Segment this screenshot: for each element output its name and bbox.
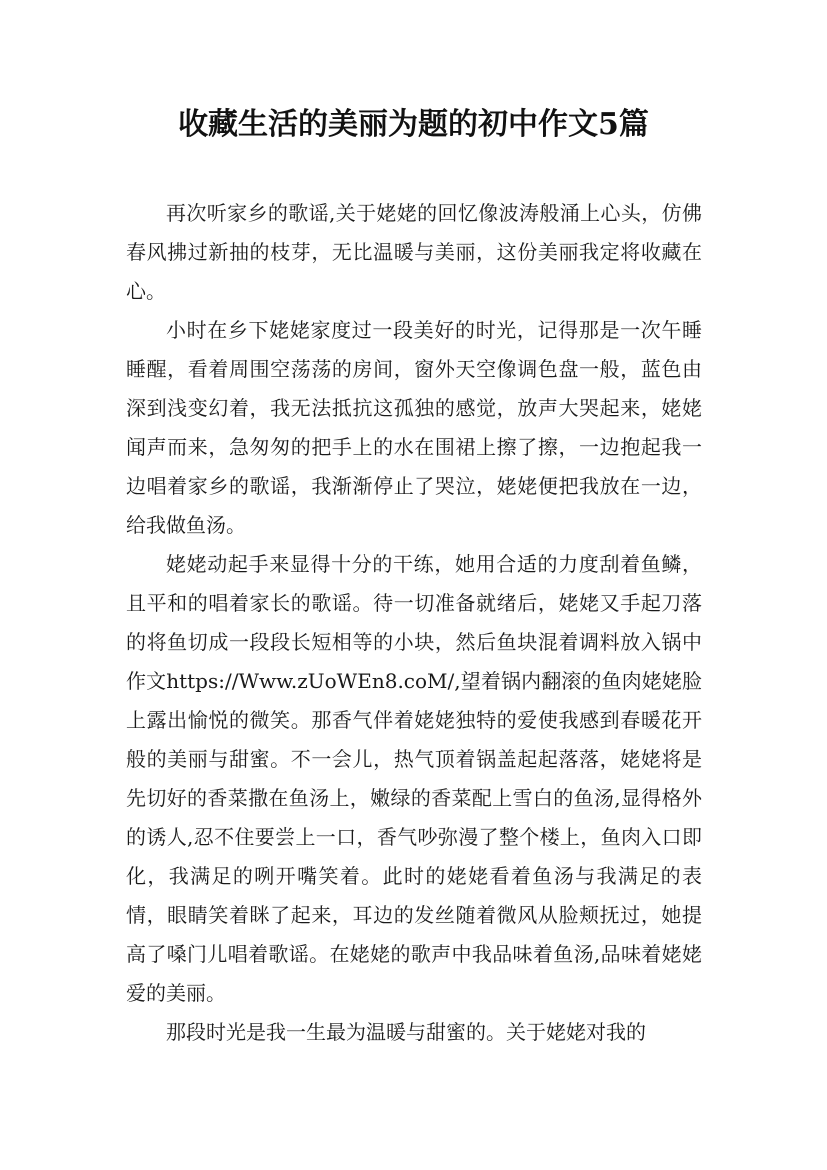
paragraph: 再次听家乡的歌谣,关于姥姥的回忆像波涛般涌上心头，仿佛春风拂过新抽的枝芽，无比温暖与美丽，这份美丽我定将收藏在心。: [126, 201, 702, 303]
paragraph: 小时在乡下姥姥家度过一段美好的时光，记得那是一次午睡睡醒，看着周围空荡荡的房间，窗外天空像调色盘一般，蓝色由深到浅变幻着，我无法抵抗这孤独的感觉，放声大哭起来，姥姥闻声而来，急匆匆的把手上的水在围裙上擦了擦，一边抱起我一边唱着家乡的歌谣，我渐渐停止了哭泣，姥姥便把我放在一边，给我做鱼汤。: [126, 318, 702, 537]
paragraph: 姥姥动起手来显得十分的干练，她用合适的力度刮着鱼鳞，且平和的唱着家长的歌谣。待一切准备就绪后，姥姥又手起刀落的将鱼切成一段段长短相等的小块，然后鱼块混着调料放入锅中作文https://Www.zUoWEn8.coM/,望着锅内翻滚的鱼肉姥姥脸上露出愉悦的微笑。那香气伴着姥姥独特的爱使我感到春暖花开般的美丽与甜蜜。不一会儿，热气顶着锅盖起起落落，姥姥将是先切好的香菜撒在鱼汤上，嫩绿的香菜配上雪白的鱼汤,显得格外的诱人,忍不住要尝上一口，香气吵弥漫了整个楼上，鱼肉入口即化，我满足的咧开嘴笑着。此时的姥姥看着鱼汤与我满足的表情，眼睛笑着眯了起来，耳边的发丝随着微风从脸颊抚过，她提高了嗓门儿唱着歌谣。在姥姥的歌声中我品味着鱼汤,品味着姥姥爱的美丽。: [126, 552, 702, 1005]
paragraph: 那段时光是我一生最为温暖与甜蜜的。关于姥姥对我的: [166, 1020, 646, 1044]
document-title: 收藏生活的美丽为题的初中作文5篇: [178, 107, 649, 142]
document-body: [126, 194, 702, 1052]
